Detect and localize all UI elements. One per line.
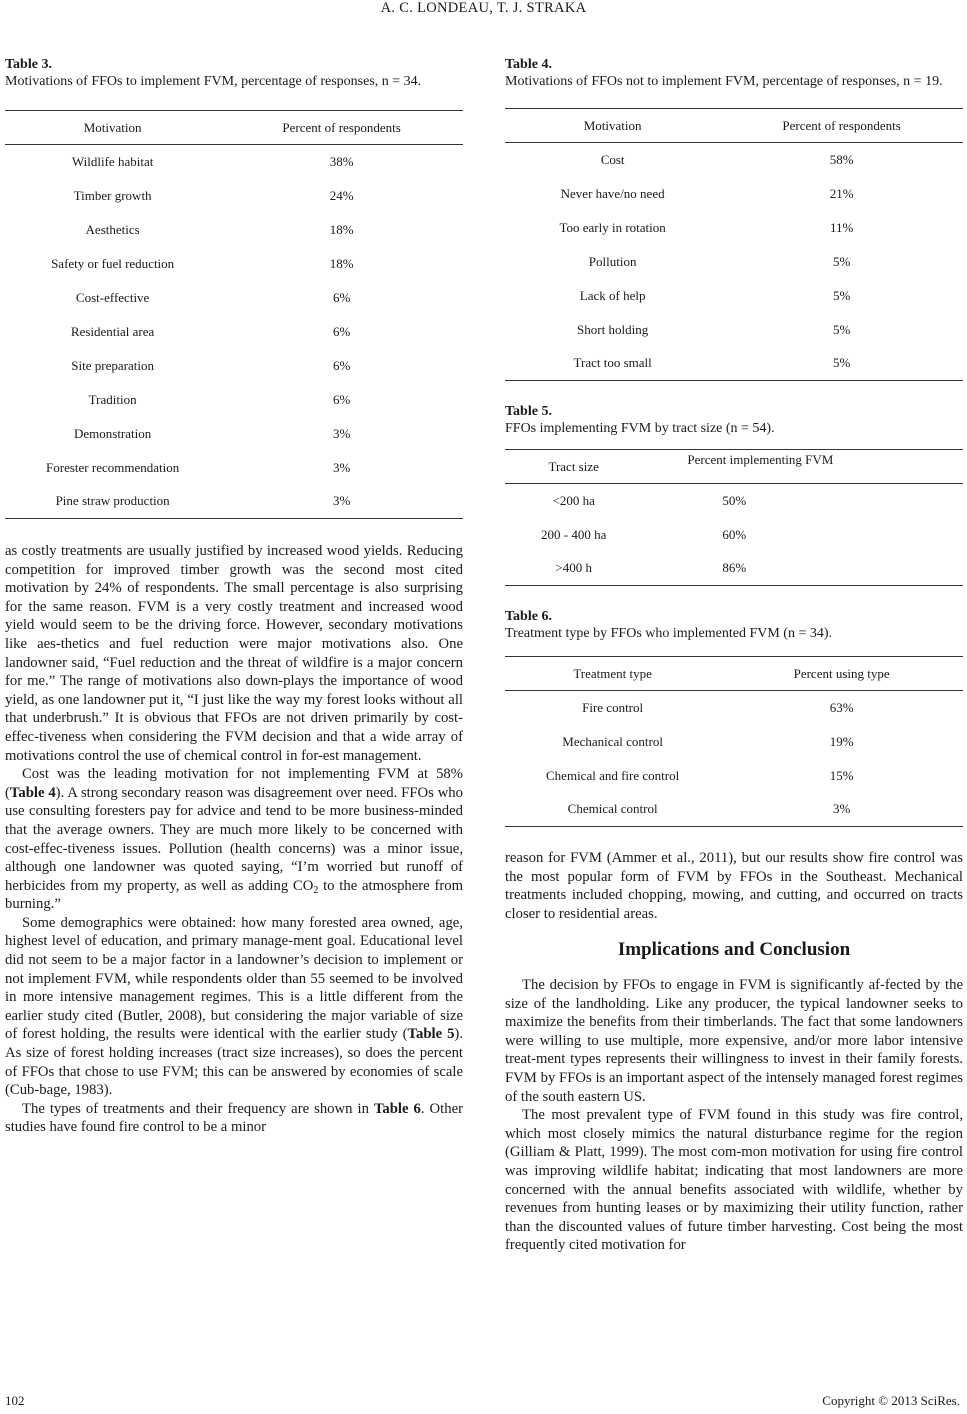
table-reference: Table 5 <box>407 1026 455 1043</box>
paragraph: The decision by FFOs to engage in FVM is significantly af-fected by the size of the landholding. Like any producer, the typical landowner seeks to maximize the benefits from their timberlands. The fact that some landowners were willing to use multiple, more expensive, and/or more labor intensive treat-ment types represents their willingness to invest in their family forests. FVM by FFOs is an important aspect of the intensely managed forest regimes of the south eastern US. <box>505 976 963 1105</box>
table-cell: Fire control <box>582 699 644 715</box>
table-cell: Cost-effective <box>75 289 150 305</box>
table-cell: Short holding <box>577 321 649 337</box>
table-cell: 15% <box>829 767 854 783</box>
column-header: Percent of respondents <box>220 111 463 145</box>
table-row <box>505 245 963 279</box>
table3-caption: Motivations of FFOs to implement FVM, percentage of responses, n = 34. <box>5 74 422 89</box>
table-row <box>505 725 963 759</box>
table-cell: 3% <box>720 793 963 827</box>
table-cell: 58% <box>829 151 854 167</box>
table4 <box>505 108 963 381</box>
table4-title: Table 4. <box>505 57 552 72</box>
text-run: ). As size of forest holding increases (tract size increases), so does the percent of FFOs that chose to use FVM; this can be answered by economies of scale (Cub-bage, 1983). <box>5 1026 463 1099</box>
table6-title: Table 6. <box>505 609 552 624</box>
table-header-row <box>5 111 463 145</box>
table-cell: Never have/no need <box>560 185 665 201</box>
left-column <box>5 56 463 1137</box>
table-cell: 200 - 400 ha <box>541 526 607 542</box>
table-row <box>505 759 963 793</box>
table-reference: Table 4 <box>9 784 56 801</box>
table-cell: Residential area <box>70 323 155 339</box>
table-cell: >400 h <box>505 552 642 586</box>
text-run: The types of treatments and their frequency are shown in <box>22 1100 374 1117</box>
table-cell: 38% <box>329 153 354 169</box>
table-row <box>5 451 463 485</box>
paragraph: as costly treatments are usually justified by increased wood yields. Reducing competition for improved timber growth was the second most cited motivation by 24% of respondents. The small percentage is also surprising for the same reason. FVM is a very costly treatment and increased wood yield would seem to be the driving force. However, secondary motivations like aes-thetics and fuel reduction were major motivations also. One landowner said, “Fuel reduction and the threat of wildfire is a major concern for me.” The range of motivations also down-plays the importance of wood yield, as one landowner put it, “I just like the way my forest looks without all that underbrush.” It is obvious that FFOs are not driven primarily by cost-effec-tiveness when considering the FVM decision and that a wide array of motivations control the use of chemical control in for-est management. <box>5 543 463 764</box>
table-row <box>505 347 963 381</box>
table-cell: 50% <box>722 492 747 508</box>
table-cell: Mechanical control <box>562 733 663 749</box>
text-run: Some demographics were obtained: how many forested area owned, age, highest level of education, and primary manage-ment goal. Educational level did not seem to be a major factor in a landowner’s decision to implement or not implement FVM, while respondents older than 55 seemed to be involved in more intensive management regimes. This is a little different from the earlier study cited (Butler, 2008), but considering the major variable of size of forest holding, the results were identical with the earlier study ( <box>5 914 463 1043</box>
table-cell: Site preparation <box>71 357 154 373</box>
table-cell: Pollution <box>588 253 637 269</box>
right-column <box>505 56 963 1255</box>
table-row <box>505 793 963 827</box>
table-header-row <box>505 109 963 143</box>
table-row <box>5 281 463 315</box>
table-header-row <box>505 450 963 484</box>
table-row <box>505 279 963 313</box>
table-cell: 24% <box>329 187 354 203</box>
table-cell: 18% <box>329 221 354 237</box>
table-row <box>5 349 463 383</box>
table-row <box>5 315 463 349</box>
table-row <box>505 518 963 552</box>
text-run: ). A strong secondary reason was disagreement over need. FFOs who use consulting foresters pay for advice and tend to be more business-minded that the average owners. They are much more likely to be concerned with cost-effec-tiveness issues. Pollution (health concerns) was a minor issue, although one landowner was quoted saying, “I’m worried but runoff of herbicides from my property, as well as adding CO <box>5 784 463 894</box>
table6-caption: Treatment type by FFOs who implemented FVM (n = 34). <box>505 626 833 641</box>
text-run: Cost was the leading motivation for not implementing FVM at 58% ( <box>5 766 463 801</box>
table-cell: 60% <box>722 526 747 542</box>
table-row <box>5 485 463 519</box>
table-cell: Pine straw production <box>5 485 220 519</box>
column-header: Percent implementing FVM <box>642 450 963 484</box>
table-cell: 5% <box>720 347 963 381</box>
table6 <box>505 656 963 827</box>
table-cell: 6% <box>332 289 351 305</box>
running-head: A. C. LONDEAU, T. J. STRAKA <box>380 0 587 16</box>
table3-title: Table 3. <box>5 57 52 72</box>
table-row <box>505 143 963 177</box>
table-cell: 6% <box>332 391 351 407</box>
table-cell: Chemical control <box>505 793 720 827</box>
column-header: Percent of respondents <box>720 109 963 143</box>
table-cell: Chemical and fire control <box>546 767 680 783</box>
table-cell: Too early in rotation <box>559 219 666 235</box>
table-row <box>5 213 463 247</box>
text-run: to the atmosphere from burning.” <box>5 877 463 913</box>
table-row <box>505 211 963 245</box>
table-cell: 11% <box>829 219 854 235</box>
table-row <box>505 552 963 586</box>
copyright-notice: Copyright © 2013 SciRes. <box>822 1393 960 1408</box>
table-row <box>505 313 963 347</box>
table-header-row <box>505 657 963 691</box>
table-row <box>5 247 463 281</box>
table4-block <box>505 56 963 381</box>
table-cell: 18% <box>329 255 354 271</box>
table-cell: Lack of help <box>579 287 646 303</box>
table-row <box>505 177 963 211</box>
table6-block <box>505 608 963 827</box>
table-cell: 86% <box>642 552 963 586</box>
table-cell: 19% <box>829 733 854 749</box>
table3-block <box>5 56 463 519</box>
column-header: Motivation <box>5 111 220 145</box>
table3 <box>5 110 463 519</box>
table-cell: 3% <box>220 485 463 519</box>
paragraph: The most prevalent type of FVM found in this study was fire control, which most closely mimics the natural disturbance regime for the region (Gilliam & Platt, 1999). The most com-mon motivation for using fire control was improving wildlife habitat; indicating that most landowners are more concerned with the annual benefits associated with wildlife, whether by revenues from hunting leases or by maximizing their utility function, rather than the discounted values of future timber harvesting. Cost being the most frequently cited motivation for <box>505 1107 963 1254</box>
table-row <box>505 484 963 518</box>
table-cell: Cost <box>600 151 625 167</box>
column-header: Treatment type <box>505 657 720 691</box>
column-header: Tract size <box>505 450 642 484</box>
table-cell: Demonstration <box>73 425 152 441</box>
table-row <box>5 417 463 451</box>
table5-caption: FFOs implementing FVM by tract size (n = 54). <box>505 421 775 436</box>
page-number: 102 <box>5 1393 25 1408</box>
table5-title: Table 5. <box>505 404 552 419</box>
column-header: Motivation <box>505 109 720 143</box>
table-row <box>5 383 463 417</box>
table-cell: 6% <box>332 323 351 339</box>
table-reference: Table 6 <box>373 1100 421 1117</box>
paragraph <box>5 765 463 914</box>
table-cell: 3% <box>332 425 351 441</box>
table-cell: 6% <box>332 357 351 373</box>
table-cell: <200 ha <box>552 492 595 508</box>
left-body-text <box>5 542 463 1137</box>
paragraph <box>5 1100 463 1137</box>
table5 <box>505 449 963 586</box>
table-cell: 3% <box>332 459 351 475</box>
table4-caption: Motivations of FFOs not to implement FVM, percentage of responses, n = 19. <box>505 74 943 89</box>
table-cell: Timber growth <box>73 187 152 203</box>
table-row <box>505 691 963 725</box>
column-header: Percent using type <box>720 657 963 691</box>
table-cell: Safety or fuel reduction <box>51 255 175 271</box>
table-cell: 63% <box>829 699 854 715</box>
paragraph <box>5 914 463 1100</box>
table-row <box>5 145 463 179</box>
table-cell: Wildlife habitat <box>71 153 154 169</box>
right-body-text <box>505 849 963 1255</box>
table-cell: 5% <box>832 321 851 337</box>
paragraph: reason for FVM (Ammer et al., 2011), but our results show fire control was the most popular form of FVM by FFOs in the Southeast. Mechanical treatments included chopping, mowing, and cutting, and occurred on tracts closer to residential areas. <box>505 850 963 922</box>
table-cell: 21% <box>829 185 854 201</box>
table-row <box>5 179 463 213</box>
table-cell: Tradition <box>88 391 137 407</box>
subscript: 2 <box>313 884 319 896</box>
table-cell: 5% <box>832 287 851 303</box>
table-cell: Aesthetics <box>85 221 140 237</box>
table5-block <box>505 403 963 586</box>
table-cell: Tract too small <box>505 347 720 381</box>
table-cell: Forester recommendation <box>46 459 180 475</box>
section-heading: Implications and Conclusion <box>617 939 851 961</box>
table-cell: 5% <box>832 253 851 269</box>
text-run: . Other studies have found fire control to be a minor <box>5 1100 463 1136</box>
